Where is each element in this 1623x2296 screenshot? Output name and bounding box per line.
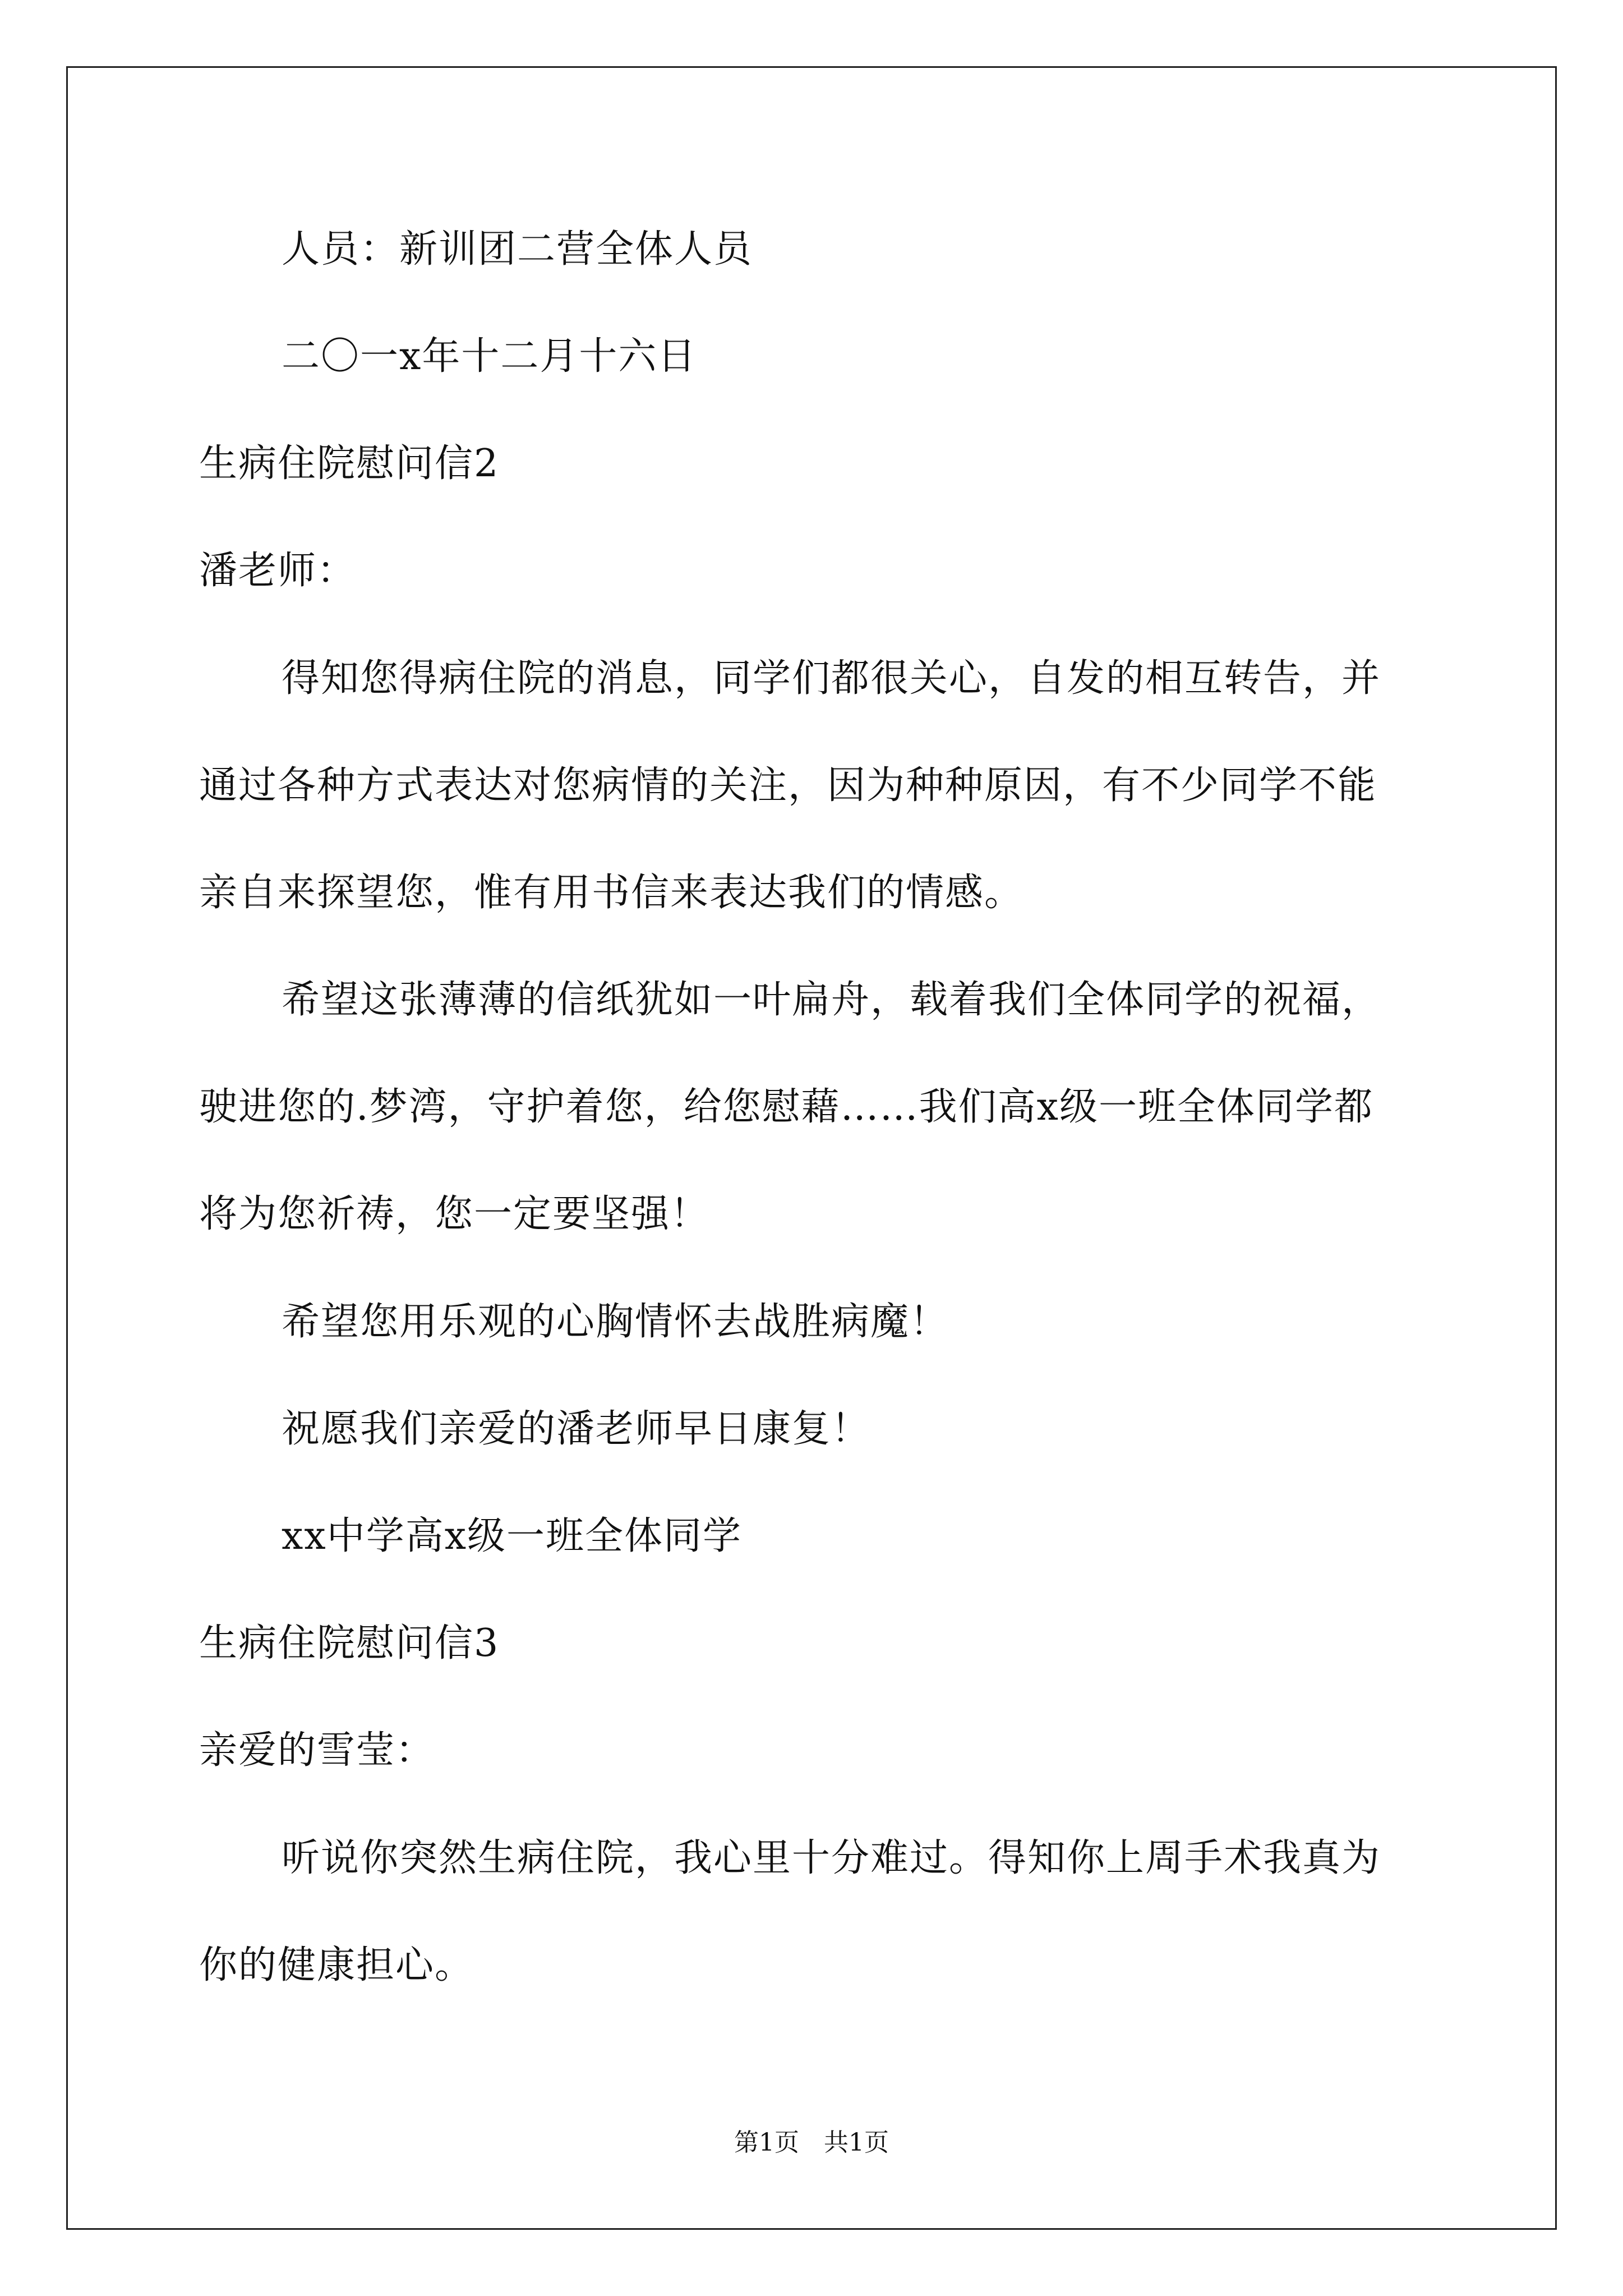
paragraph-line: 你的健康担心。 [199, 1943, 474, 1987]
letter-2-title: 生病住院慰问信2 [199, 441, 500, 486]
paragraph-line: 得知您得病住院的消息，同学们都很关心，自发的相互转告，并 [282, 656, 1381, 701]
letter-2-salutation: 潘老师： [199, 549, 357, 593]
letter-3-salutation: 亲爱的雪莹： [199, 1728, 435, 1773]
letter-2-signature: xx中学高x级一班全体同学 [282, 1514, 743, 1558]
paragraph-line: 驶进您的.梦湾，守护着您，给您慰藉……我们高x级一班全体同学都 [199, 1085, 1373, 1129]
paragraph-line: 将为您祈祷，您一定要坚强！ [199, 1192, 710, 1236]
paragraph-line: 希望您用乐观的心胸情怀去战胜病魔！ [282, 1300, 949, 1344]
page-number-footer: 第1页 共1页 [734, 2128, 889, 2157]
letter-3-title: 生病住院慰问信3 [199, 1621, 500, 1665]
page-border [66, 66, 1557, 2230]
signature-personnel: 人员：新训团二营全体人员 [282, 227, 753, 272]
paragraph-line: 祝愿我们亲爱的潘老师早日康复！ [282, 1407, 871, 1451]
paragraph-line: 通过各种方式表达对您病情的关注，因为种种原因，有不少同学不能 [199, 763, 1377, 808]
paragraph-line: 亲自来探望您，惟有用书信来表达我们的情感。 [199, 871, 1024, 915]
signature-date: 二〇一x年十二月十六日 [282, 334, 697, 379]
paragraph-line: 听说你突然生病住院，我心里十分难过。得知你上周手术我真为 [282, 1836, 1381, 1880]
paragraph-line: 希望这张薄薄的信纸犹如一叶扁舟，载着我们全体同学的祝福， [282, 978, 1381, 1022]
